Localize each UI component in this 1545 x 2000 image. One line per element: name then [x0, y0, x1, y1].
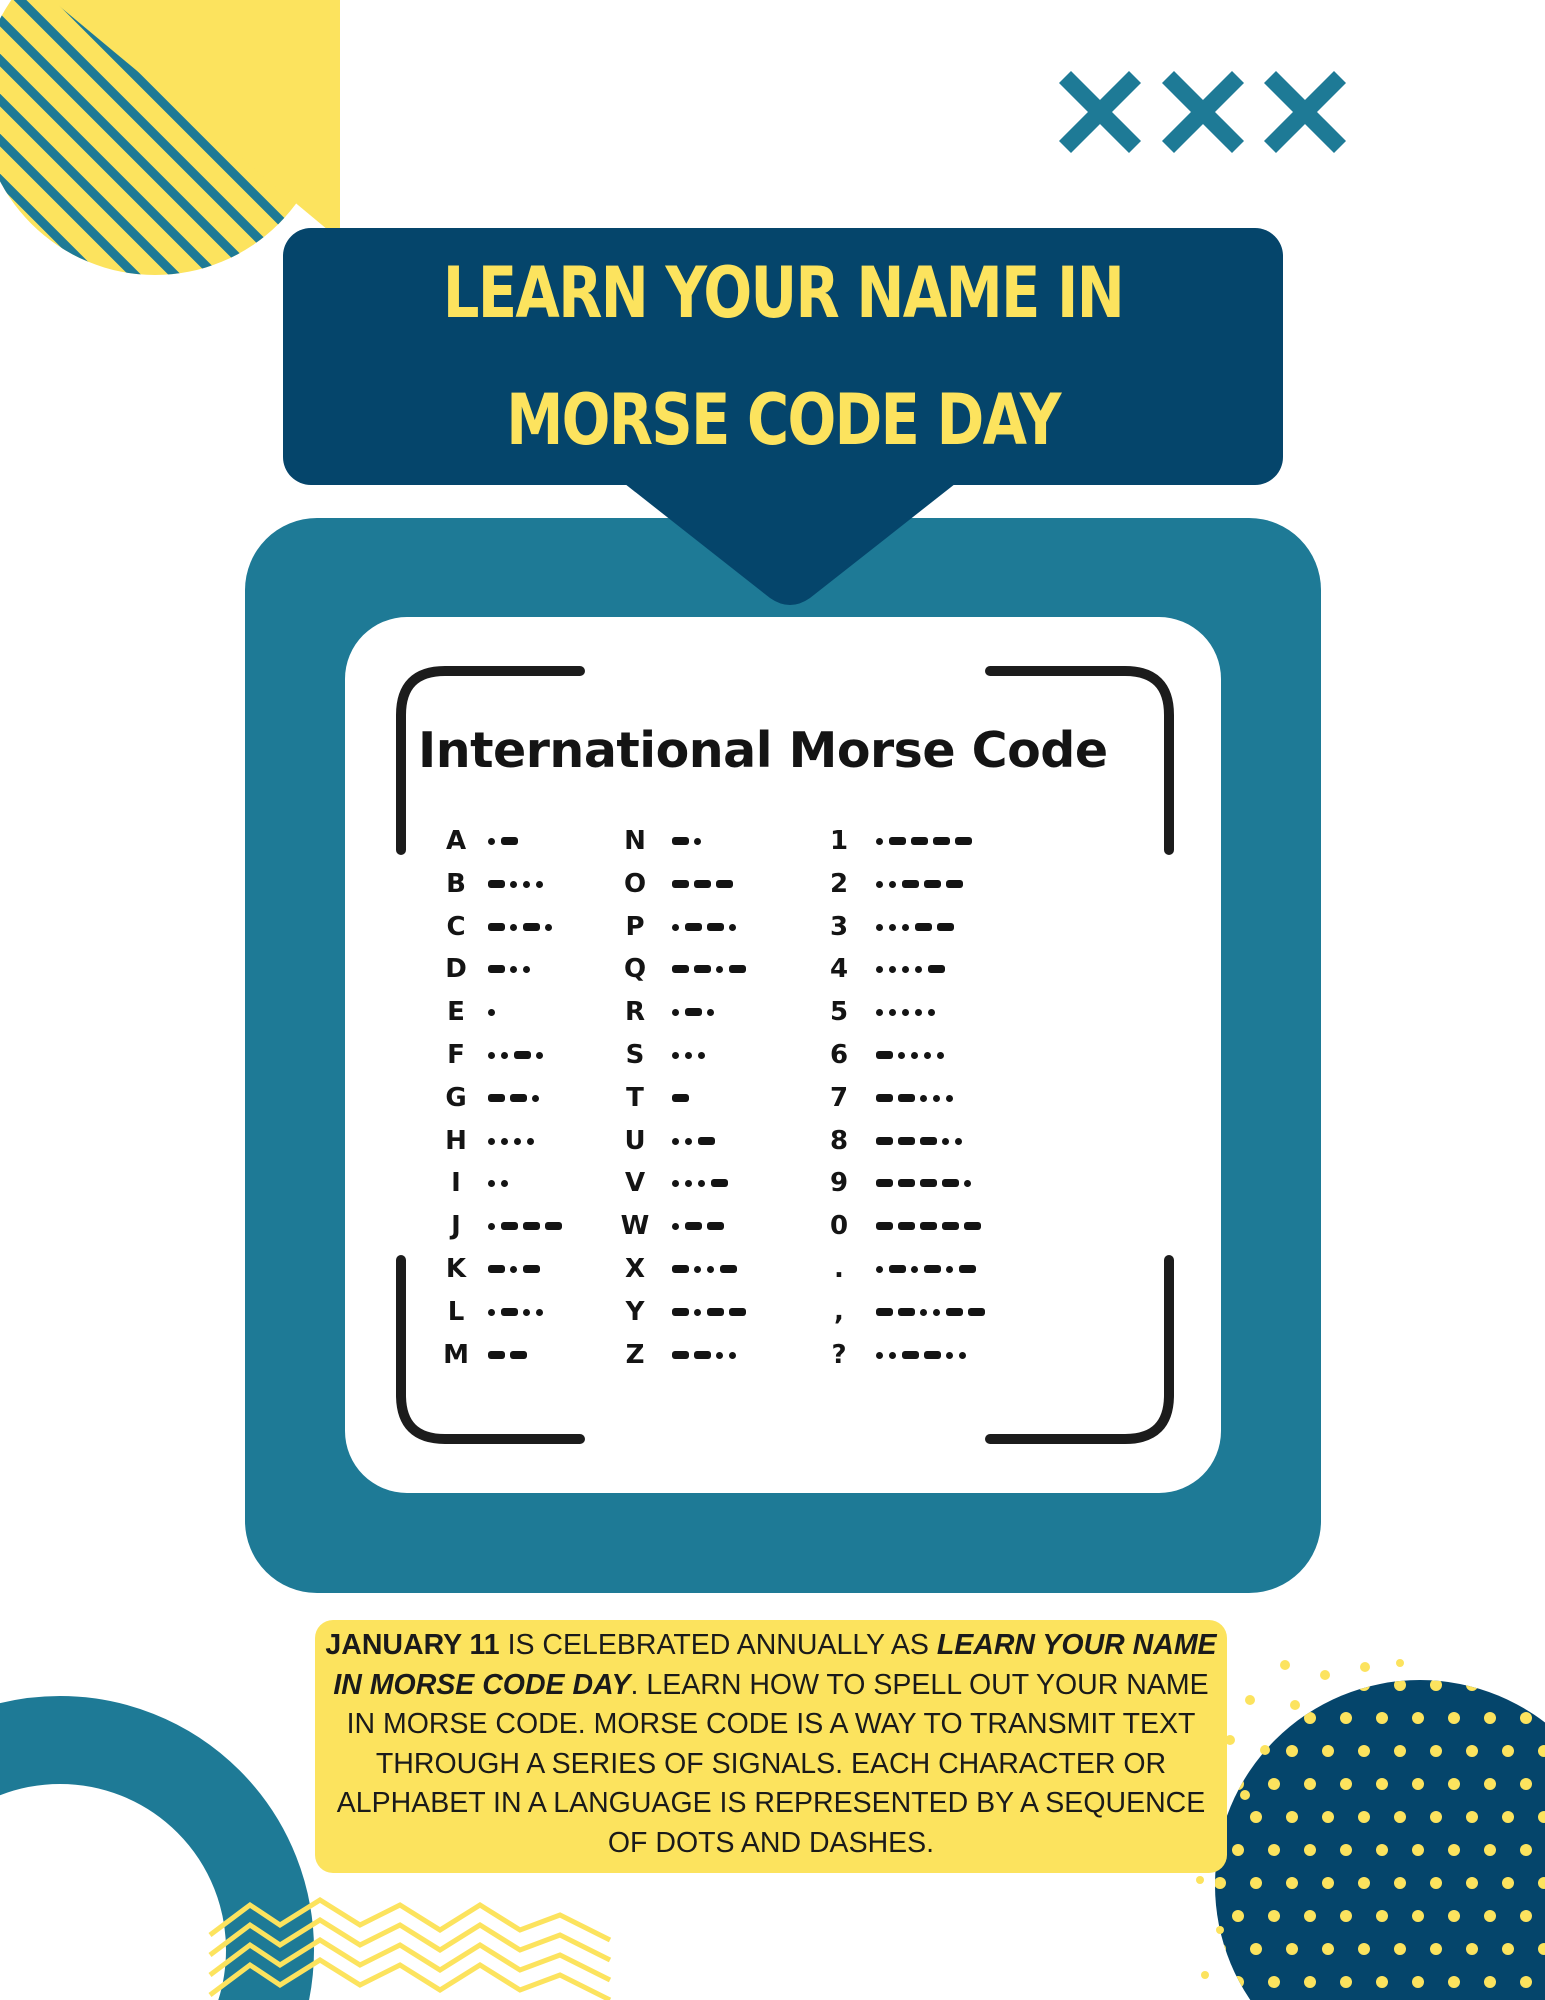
morse-code-sequence [488, 869, 549, 899]
morse-dot [536, 1309, 543, 1316]
morse-char: B [446, 868, 466, 899]
morse-code-sequence [876, 954, 950, 984]
morse-dot [527, 1138, 534, 1145]
morse-dash [920, 1137, 937, 1145]
morse-code-sequence [488, 954, 536, 984]
morse-dash [898, 1308, 915, 1316]
morse-dot [924, 1052, 931, 1059]
morse-char: G [445, 1082, 467, 1113]
morse-char: 1 [829, 826, 849, 856]
morse-dash [488, 1094, 505, 1102]
morse-dot [685, 1052, 692, 1059]
description-date: JANUARY 11 [325, 1629, 500, 1661]
morse-dot [729, 924, 736, 931]
morse-char: D [445, 954, 467, 985]
morse-dot [915, 1009, 922, 1016]
morse-code-sequence [488, 1297, 549, 1327]
morse-dash [942, 1222, 959, 1230]
morse-dash [720, 1265, 737, 1273]
morse-dot [876, 1352, 883, 1359]
morse-code-sequence [488, 997, 501, 1027]
morse-char: 0 [829, 1211, 849, 1242]
morse-dot [694, 838, 701, 845]
morse-dot [488, 1180, 495, 1187]
morse-dot [902, 966, 909, 973]
morse-dash [928, 965, 945, 973]
morse-dash [523, 923, 540, 931]
morse-dash [876, 1094, 893, 1102]
morse-code-sequence [488, 1211, 567, 1241]
morse-dash [488, 923, 505, 931]
morse-dash [911, 837, 928, 845]
morse-dash [672, 1351, 689, 1359]
morse-dot [889, 1352, 896, 1359]
morse-code-sequence [488, 1254, 545, 1284]
morse-dot [694, 1266, 701, 1273]
morse-dash [698, 1137, 715, 1145]
morse-dash [672, 965, 689, 973]
morse-dot [672, 1052, 679, 1059]
morse-code-sequence [876, 997, 941, 1027]
morse-dot [920, 1309, 927, 1316]
morse-dot [488, 1138, 495, 1145]
morse-dot [876, 966, 883, 973]
morse-dash [924, 880, 941, 888]
morse-dot [915, 966, 922, 973]
morse-char: T [626, 1082, 644, 1113]
morse-dash [898, 1094, 915, 1102]
morse-dot [501, 1052, 508, 1059]
morse-code-sequence [672, 869, 738, 899]
morse-dot [501, 1180, 508, 1187]
morse-dot [532, 1095, 539, 1102]
morse-dash [545, 1222, 562, 1230]
morse-code-sequence [672, 1168, 733, 1198]
morse-dash [488, 965, 505, 973]
morse-dash [707, 1308, 724, 1316]
morse-dash [685, 1008, 702, 1016]
morse-dash [672, 837, 689, 845]
morse-char: K [445, 1254, 467, 1284]
morse-dash [510, 1094, 527, 1102]
morse-char: P [625, 911, 645, 942]
morse-char: 8 [829, 1125, 849, 1156]
morse-dash [902, 1351, 919, 1359]
morse-dash [694, 1351, 711, 1359]
morse-dash [898, 1179, 915, 1187]
morse-dot [920, 1095, 927, 1102]
morse-char: X [624, 1254, 646, 1284]
morse-char: Q [623, 954, 647, 985]
morse-dot [707, 1266, 714, 1273]
morse-dot [716, 966, 723, 973]
morse-dot [510, 924, 517, 931]
morse-code-sequence [672, 1126, 720, 1156]
morse-dash [729, 965, 746, 973]
description-text [323, 1626, 1219, 1863]
morse-dash [876, 1179, 893, 1187]
morse-code-sequence [672, 1040, 711, 1070]
morse-dot [928, 1009, 935, 1016]
morse-char: L [447, 1296, 465, 1327]
morse-dot [876, 838, 883, 845]
morse-dash [488, 880, 505, 888]
morse-dot [716, 1352, 723, 1359]
morse-dash [964, 1222, 981, 1230]
morse-dot [536, 881, 543, 888]
morse-dash [933, 837, 950, 845]
morse-dot [514, 1138, 521, 1145]
description-box [315, 1620, 1227, 1873]
morse-dash [889, 1265, 906, 1273]
morse-char: Z [625, 1339, 645, 1370]
morse-dash [488, 1351, 505, 1359]
morse-dash [920, 1222, 937, 1230]
morse-dot [876, 881, 883, 888]
morse-code-sequence [876, 1040, 950, 1070]
morse-dot [536, 1052, 543, 1059]
morse-dot [488, 838, 495, 845]
morse-dash [915, 923, 932, 931]
morse-char: 3 [829, 911, 849, 942]
morse-code-sequence [876, 1297, 990, 1327]
description-part-1: IS CELEBRATED ANNUALLY AS [499, 1629, 937, 1661]
morse-dot [694, 1309, 701, 1316]
morse-code-sequence [876, 1126, 968, 1156]
morse-char: , [834, 1296, 844, 1327]
morse-dot [946, 1266, 953, 1273]
morse-dash [711, 1179, 728, 1187]
morse-dash [946, 880, 963, 888]
morse-dot [672, 1009, 679, 1016]
morse-dash [898, 1222, 915, 1230]
morse-dot [955, 1138, 962, 1145]
morse-code-sequence [672, 954, 751, 984]
morse-dash [876, 1308, 893, 1316]
morse-dash [672, 1094, 689, 1102]
morse-code-sequence [876, 1083, 959, 1113]
morse-dash [694, 965, 711, 973]
morse-dot [902, 1009, 909, 1016]
zigzag-shape [200, 1895, 620, 2000]
morse-code-sequence [488, 1126, 540, 1156]
morse-dash [968, 1308, 985, 1316]
morse-code-sequence [876, 912, 959, 942]
morse-dash [716, 880, 733, 888]
morse-char: 2 [829, 868, 849, 899]
morse-code-sequence [876, 1211, 986, 1241]
morse-dot [898, 1052, 905, 1059]
morse-code-sequence [672, 1083, 694, 1113]
morse-dot [510, 966, 517, 973]
morse-char: . [834, 1254, 844, 1284]
morse-dot [698, 1180, 705, 1187]
morse-dot [911, 1052, 918, 1059]
morse-code-sequence [876, 826, 977, 856]
morse-char: W [620, 1211, 650, 1242]
description-part-2: . LEARN HOW TO SPELL OUT YOUR NAME IN MORSE CODE. MORSE CODE IS A WAY TO TRANSMIT TEXT THROUGH A SERIES OF SIGNALS. EACH CHARACTER OR ALPHABET IN A LANGUAGE IS REPRESENTED BY A SEQUENCE OF DOTS AND DASHES. [336, 1668, 1209, 1859]
polka-dot-circle-shape [1190, 1655, 1545, 2000]
morse-char: O [623, 868, 647, 899]
morse-dot [501, 1138, 508, 1145]
morse-code-sequence [488, 1168, 514, 1198]
morse-dash [729, 1308, 746, 1316]
morse-char: I [451, 1168, 461, 1199]
morse-code-sequence [672, 1211, 729, 1241]
morse-char: C [446, 911, 466, 942]
morse-dot [685, 1138, 692, 1145]
morse-code-sequence [488, 826, 523, 856]
morse-dash [672, 1265, 689, 1273]
title-line-1: LEARN YOUR NAME IN [442, 252, 1124, 334]
morse-code-sequence [876, 1254, 981, 1284]
morse-dash [523, 1265, 540, 1273]
morse-dot [698, 1052, 705, 1059]
morse-dash [488, 1265, 505, 1273]
morse-char: ? [831, 1339, 847, 1370]
morse-char: 6 [829, 1040, 849, 1070]
morse-dash [924, 1265, 941, 1273]
morse-char: U [624, 1125, 646, 1156]
morse-char: N [624, 826, 646, 856]
morse-dot [876, 1266, 883, 1273]
morse-dash [501, 1308, 518, 1316]
morse-dash [876, 1222, 893, 1230]
morse-code-sequence [876, 1168, 977, 1198]
morse-code-sequence [672, 826, 707, 856]
morse-char: 7 [829, 1082, 849, 1113]
morse-dash [942, 1179, 959, 1187]
morse-code-sequence [488, 912, 558, 942]
morse-dot [729, 1352, 736, 1359]
title-line-2: MORSE CODE DAY [506, 379, 1060, 461]
morse-chart-title: International Morse Code [418, 722, 1108, 779]
morse-dot [510, 881, 517, 888]
morse-code-sequence [672, 912, 742, 942]
morse-dot [672, 1180, 679, 1187]
morse-dot [942, 1138, 949, 1145]
morse-dot [488, 1223, 495, 1230]
morse-dot [889, 1009, 896, 1016]
morse-char: 4 [829, 954, 849, 985]
morse-dot [488, 1052, 495, 1059]
morse-dot [523, 1309, 530, 1316]
morse-dot [707, 1009, 714, 1016]
morse-dash [955, 837, 972, 845]
morse-dash [924, 1351, 941, 1359]
morse-dash [959, 1265, 976, 1273]
morse-dash [707, 1222, 724, 1230]
morse-dash [937, 923, 954, 931]
morse-dash [501, 837, 518, 845]
morse-dot [523, 881, 530, 888]
morse-dash [510, 1351, 527, 1359]
morse-dot [545, 924, 552, 931]
morse-dot [959, 1352, 966, 1359]
morse-char: R [624, 997, 646, 1028]
morse-dot [889, 881, 896, 888]
morse-dot [510, 1266, 517, 1273]
morse-dot [523, 966, 530, 973]
morse-char: J [451, 1211, 461, 1242]
morse-dot [889, 966, 896, 973]
morse-dash [876, 1051, 893, 1059]
morse-code-sequence [672, 1297, 751, 1327]
morse-dash [685, 923, 702, 931]
morse-dot [946, 1352, 953, 1359]
morse-code-sequence [876, 869, 968, 899]
morse-code-sequence [488, 1083, 545, 1113]
morse-char: 9 [829, 1168, 849, 1199]
morse-dash [672, 1308, 689, 1316]
morse-code-sequence [672, 997, 720, 1027]
morse-char: F [447, 1040, 465, 1070]
morse-code-sequence [672, 1340, 742, 1370]
morse-dot [933, 1095, 940, 1102]
morse-dash [902, 880, 919, 888]
morse-dash [501, 1222, 518, 1230]
morse-dot [889, 924, 896, 931]
morse-char: V [624, 1168, 646, 1199]
morse-char: Y [625, 1296, 645, 1327]
morse-code-sequence [488, 1340, 532, 1370]
morse-dash [876, 1137, 893, 1145]
morse-dot [937, 1052, 944, 1059]
morse-char: E [447, 997, 465, 1028]
morse-dot [672, 1138, 679, 1145]
morse-dot [876, 1009, 883, 1016]
morse-dot [685, 1180, 692, 1187]
morse-code-sequence [488, 1040, 549, 1070]
morse-dash [707, 923, 724, 931]
description-event-name: LEARN YOUR NAME IN MORSE CODE DAY [333, 1629, 1217, 1701]
morse-dash [685, 1222, 702, 1230]
morse-char: S [625, 1040, 645, 1070]
morse-char: 5 [829, 997, 849, 1028]
morse-dot [933, 1309, 940, 1316]
morse-char: H [445, 1125, 467, 1156]
morse-dot [911, 1266, 918, 1273]
morse-dash [898, 1137, 915, 1145]
morse-dot [964, 1180, 971, 1187]
morse-dot [902, 924, 909, 931]
morse-char: M [443, 1339, 469, 1370]
morse-dot [672, 924, 679, 931]
morse-dash [523, 1222, 540, 1230]
morse-dash [694, 880, 711, 888]
morse-dash [920, 1179, 937, 1187]
morse-char: A [445, 826, 467, 856]
morse-code-sequence [672, 1254, 742, 1284]
morse-dot [488, 1009, 495, 1016]
morse-dash [514, 1051, 531, 1059]
morse-dash [946, 1308, 963, 1316]
morse-dot [672, 1223, 679, 1230]
morse-code-sequence [876, 1340, 972, 1370]
morse-dot [946, 1095, 953, 1102]
morse-dot [488, 1309, 495, 1316]
morse-dot [876, 924, 883, 931]
morse-dash [672, 880, 689, 888]
morse-dash [889, 837, 906, 845]
